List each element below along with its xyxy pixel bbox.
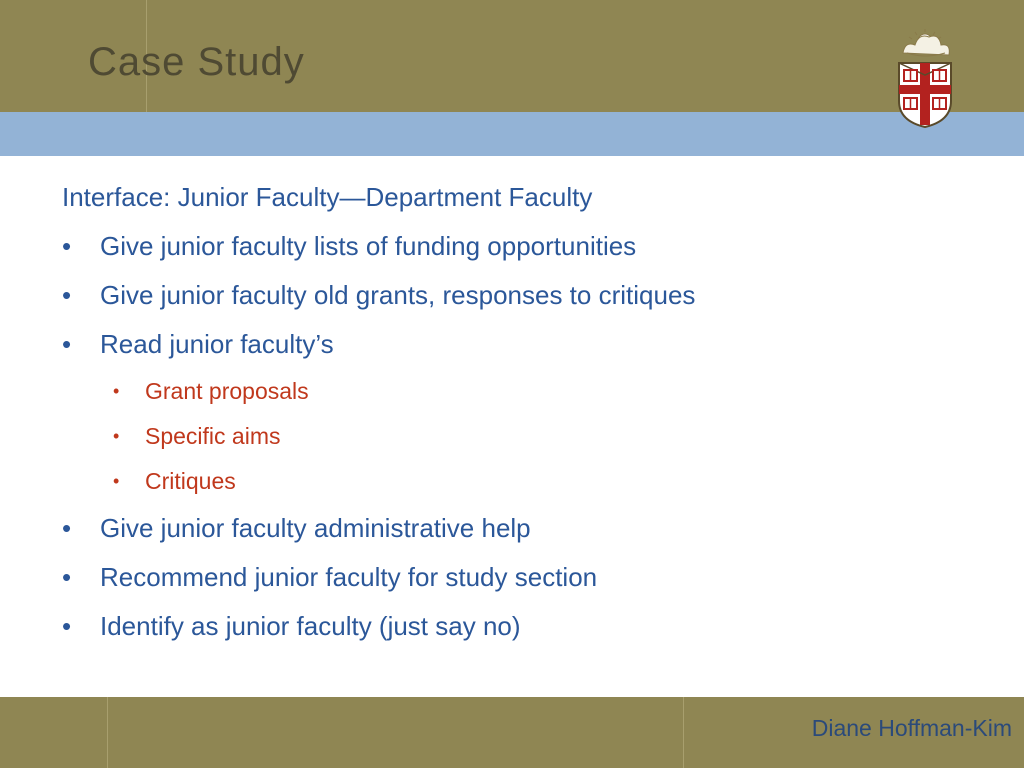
footer-bar (0, 697, 1024, 768)
list-item-text: Give junior faculty administrative help (100, 513, 531, 543)
list-item-text: Read junior faculty’s (100, 329, 334, 359)
footer-author: Diane Hoffman-Kim (811, 715, 1012, 741)
list-item-text: Identify as junior faculty (just say no) (100, 611, 521, 641)
bullet-dot: • (62, 513, 72, 543)
list-item (62, 278, 962, 312)
bullet-dot: • (62, 611, 72, 641)
sub-bullet-dot: • (113, 471, 120, 491)
sub-list-item (62, 376, 962, 406)
bullet-dot: • (62, 562, 72, 592)
slide-title: Case Study (88, 40, 305, 84)
sub-list-item-text: Critiques (145, 468, 236, 494)
list-item-text: Give junior faculty lists of funding opportunities (100, 231, 637, 261)
list-item (62, 327, 962, 361)
list-item (62, 560, 962, 594)
list-item (62, 511, 962, 545)
bullet-dot: • (62, 280, 72, 310)
bullet-dot: • (62, 231, 72, 261)
sub-list-item (62, 466, 962, 496)
header-bar (0, 0, 1024, 112)
list-item-text: Recommend junior faculty for study section (100, 562, 598, 592)
crest-sun-icon (903, 29, 949, 56)
footer-divider (683, 697, 684, 768)
university-crest-icon (893, 27, 957, 129)
sub-list-item-text: Specific aims (145, 423, 281, 449)
interface-heading: Interface: Junior Faculty—Department Faculty (62, 182, 593, 212)
footer-divider (107, 697, 108, 768)
blue-band (0, 112, 1024, 156)
list-item (62, 609, 962, 643)
sub-list-item (62, 421, 962, 451)
slide-content (62, 180, 962, 658)
bullet-dot: • (62, 329, 72, 359)
list-item (62, 229, 962, 263)
sub-bullet-dot: • (113, 426, 120, 446)
sub-bullet-dot: • (113, 381, 120, 401)
list-item-text: Give junior faculty old grants, responses to critiques (100, 280, 696, 310)
sub-list-item-text: Grant proposals (145, 378, 309, 404)
